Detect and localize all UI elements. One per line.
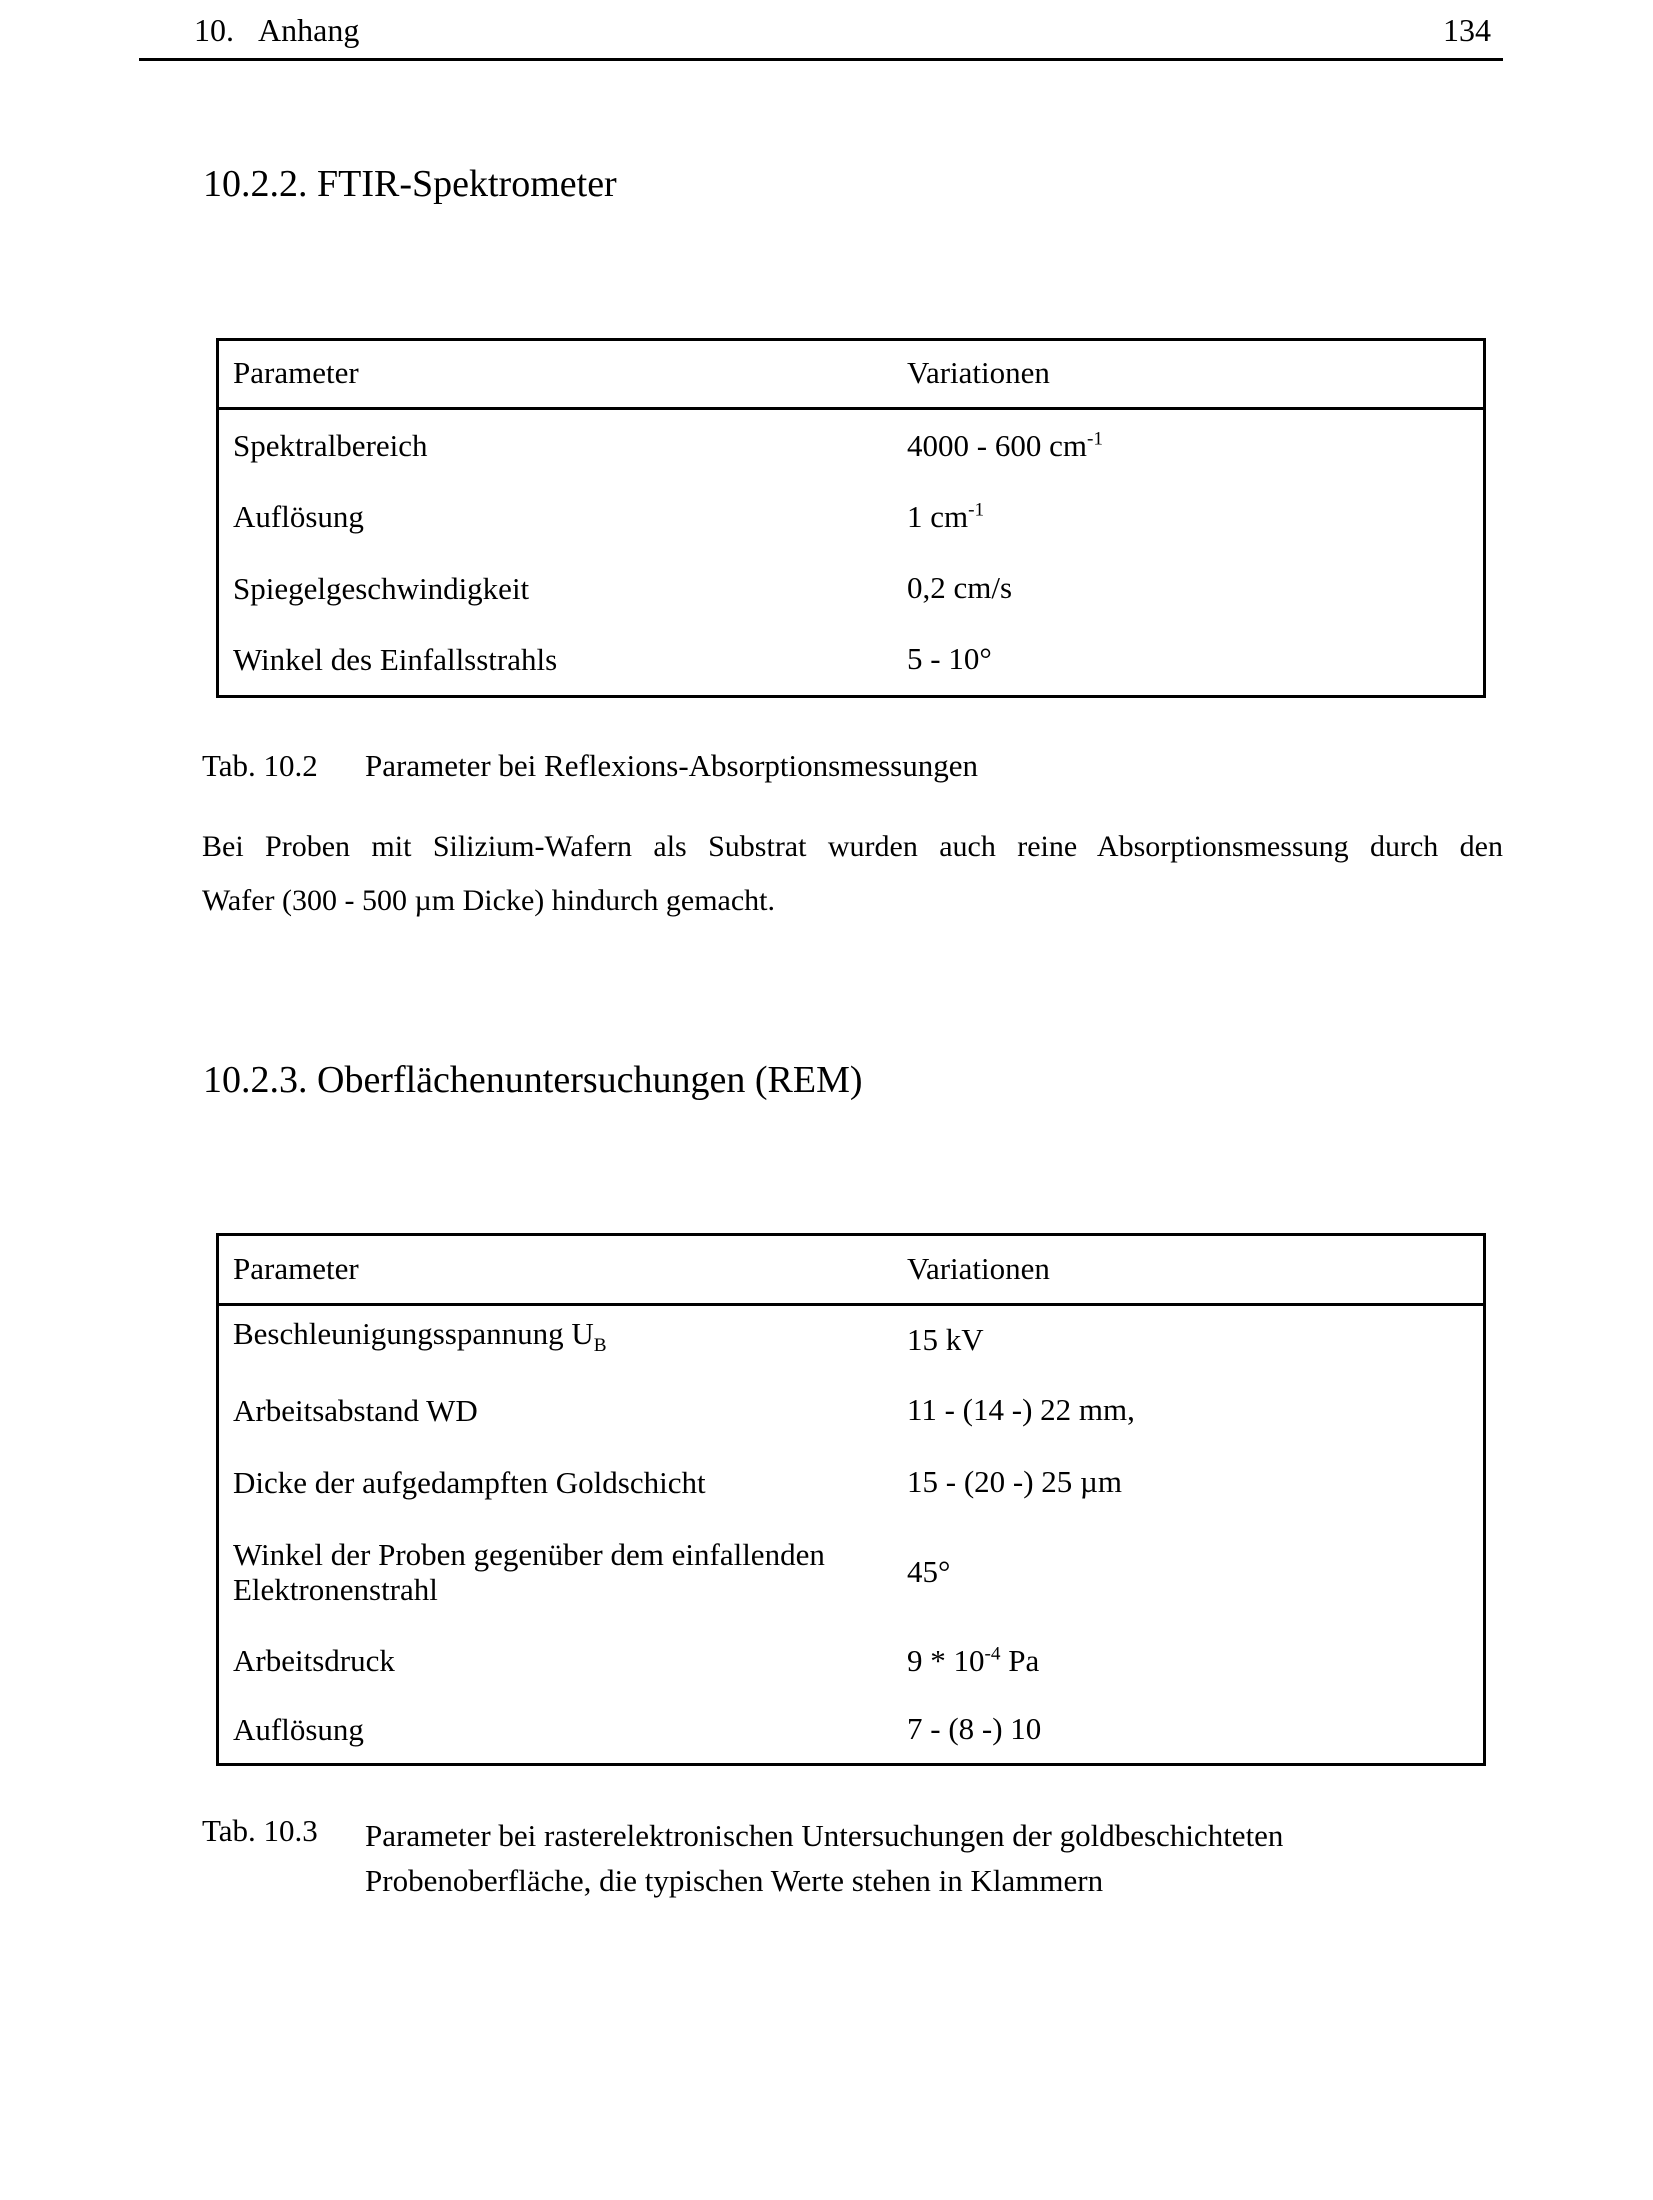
caption-text — [365, 1813, 1283, 1903]
value-cell — [907, 1322, 1483, 1358]
column-header-variationen: Variationen — [907, 355, 1050, 390]
column-header-parameter: Parameter — [233, 355, 359, 390]
value-cell — [907, 1464, 1483, 1500]
page-number: 134 — [1443, 12, 1491, 48]
table-row — [219, 1306, 1483, 1374]
value-cell — [907, 1643, 1483, 1679]
value-text: 15 - (20 -) 25 µm — [907, 1464, 1123, 1499]
table-header-row — [219, 1236, 1483, 1306]
caption-line: Probenoberfläche, die typischen Werte stehen in Klammern — [365, 1863, 1104, 1898]
caption-line: Parameter bei rasterelektronischen Untersuchungen der goldbeschichteten — [365, 1818, 1284, 1853]
value-cell — [907, 428, 1483, 464]
value-suffix: Pa — [1000, 1642, 1040, 1678]
caption-ftir — [202, 748, 978, 784]
caption-rem — [202, 1813, 1283, 1903]
chapter-number: 10. — [194, 12, 234, 48]
value-cell — [907, 1392, 1483, 1428]
caption-label: Tab. 10.3 — [202, 1813, 318, 1848]
paragraph-line: Wafer (300 - 500 µm Dicke) hindurch gemacht. — [202, 884, 776, 917]
table-row — [219, 1695, 1483, 1763]
value-cell — [907, 641, 1483, 677]
parameter-cell — [219, 1643, 907, 1678]
table-row — [219, 1446, 1483, 1518]
value-superscript: -1 — [968, 499, 985, 521]
table-row — [219, 624, 1483, 695]
parameter-text: Winkel des Einfallsstrahls — [233, 641, 558, 677]
value-text: 5 - 10° — [907, 641, 992, 677]
value-text: 1 cm — [907, 498, 969, 534]
value-cell — [907, 570, 1483, 606]
parameter-cell — [219, 428, 907, 463]
table-ftir — [216, 338, 1486, 698]
value-cell — [907, 499, 1483, 535]
running-header — [194, 12, 359, 49]
parameter-text: Dicke der aufgedampften Goldschicht — [233, 1464, 706, 1500]
parameter-cell — [219, 1465, 907, 1500]
value-cell — [907, 1711, 1483, 1747]
value-text: 0,2 cm/s — [907, 570, 1013, 606]
caption-text: Parameter bei Reflexions-Absorptionsmessungen — [365, 748, 978, 783]
parameter-text: Winkel der Proben gegenüber dem einfallenden Elektronenstrahl — [233, 1537, 825, 1607]
table-header-row — [219, 341, 1483, 410]
table-body — [219, 1306, 1483, 1763]
value-text: 15 kV — [907, 1322, 984, 1357]
value-text: 11 - (14 -) 22 mm, — [907, 1392, 1135, 1427]
caption-label: Tab. 10.2 — [202, 748, 318, 783]
paragraph-line: Bei Proben mit Silizium-Wafern als Substrat wurden auch reine Absorptionsmessung durch den — [202, 830, 1503, 863]
parameter-text: Spektralbereich — [233, 428, 428, 464]
parameter-cell — [219, 642, 907, 677]
value-text: 9 * 10 — [907, 1642, 985, 1678]
table-row — [219, 481, 1483, 552]
value-text: 4000 - 600 cm — [907, 427, 1087, 463]
body-paragraph — [202, 820, 1503, 928]
parameter-text: Auflösung — [233, 499, 364, 535]
value-cell — [907, 1554, 1483, 1590]
parameter-cell — [219, 571, 907, 606]
parameter-cell — [219, 1393, 907, 1428]
value-superscript: -1 — [1086, 428, 1103, 450]
parameter-text: Arbeitsabstand WD — [233, 1392, 478, 1428]
value-text: 45° — [907, 1554, 951, 1589]
value-text: 7 - (8 -) 10 — [907, 1711, 1042, 1746]
header-rule — [139, 58, 1503, 61]
table-row — [219, 410, 1483, 481]
parameter-cell — [219, 1537, 907, 1607]
section-title-rem: 10.2.3. Oberflächenuntersuchungen (REM) — [203, 1059, 863, 1101]
parameter-text: Auflösung — [233, 1711, 364, 1747]
parameter-cell — [219, 1712, 907, 1747]
table-row — [219, 553, 1483, 624]
parameter-text: Beschleunigungsspannung U — [233, 1316, 594, 1352]
column-header-variationen: Variationen — [907, 1251, 1050, 1286]
parameter-text: Arbeitsdruck — [233, 1643, 395, 1678]
parameter-subscript: B — [593, 1335, 607, 1357]
value-superscript: -4 — [984, 1643, 1001, 1665]
table-body — [219, 410, 1483, 695]
table-rem — [216, 1233, 1486, 1766]
parameter-cell — [219, 1316, 907, 1363]
parameter-cell — [219, 499, 907, 534]
column-header-parameter: Parameter — [233, 1251, 359, 1286]
parameter-text: Spiegelgeschwindigkeit — [233, 570, 530, 606]
table-row — [219, 1518, 1483, 1626]
section-title-ftir: 10.2.2. FTIR-Spektrometer — [203, 163, 617, 205]
table-row — [219, 1374, 1483, 1446]
chapter-title: Anhang — [258, 12, 360, 48]
table-row — [219, 1626, 1483, 1695]
